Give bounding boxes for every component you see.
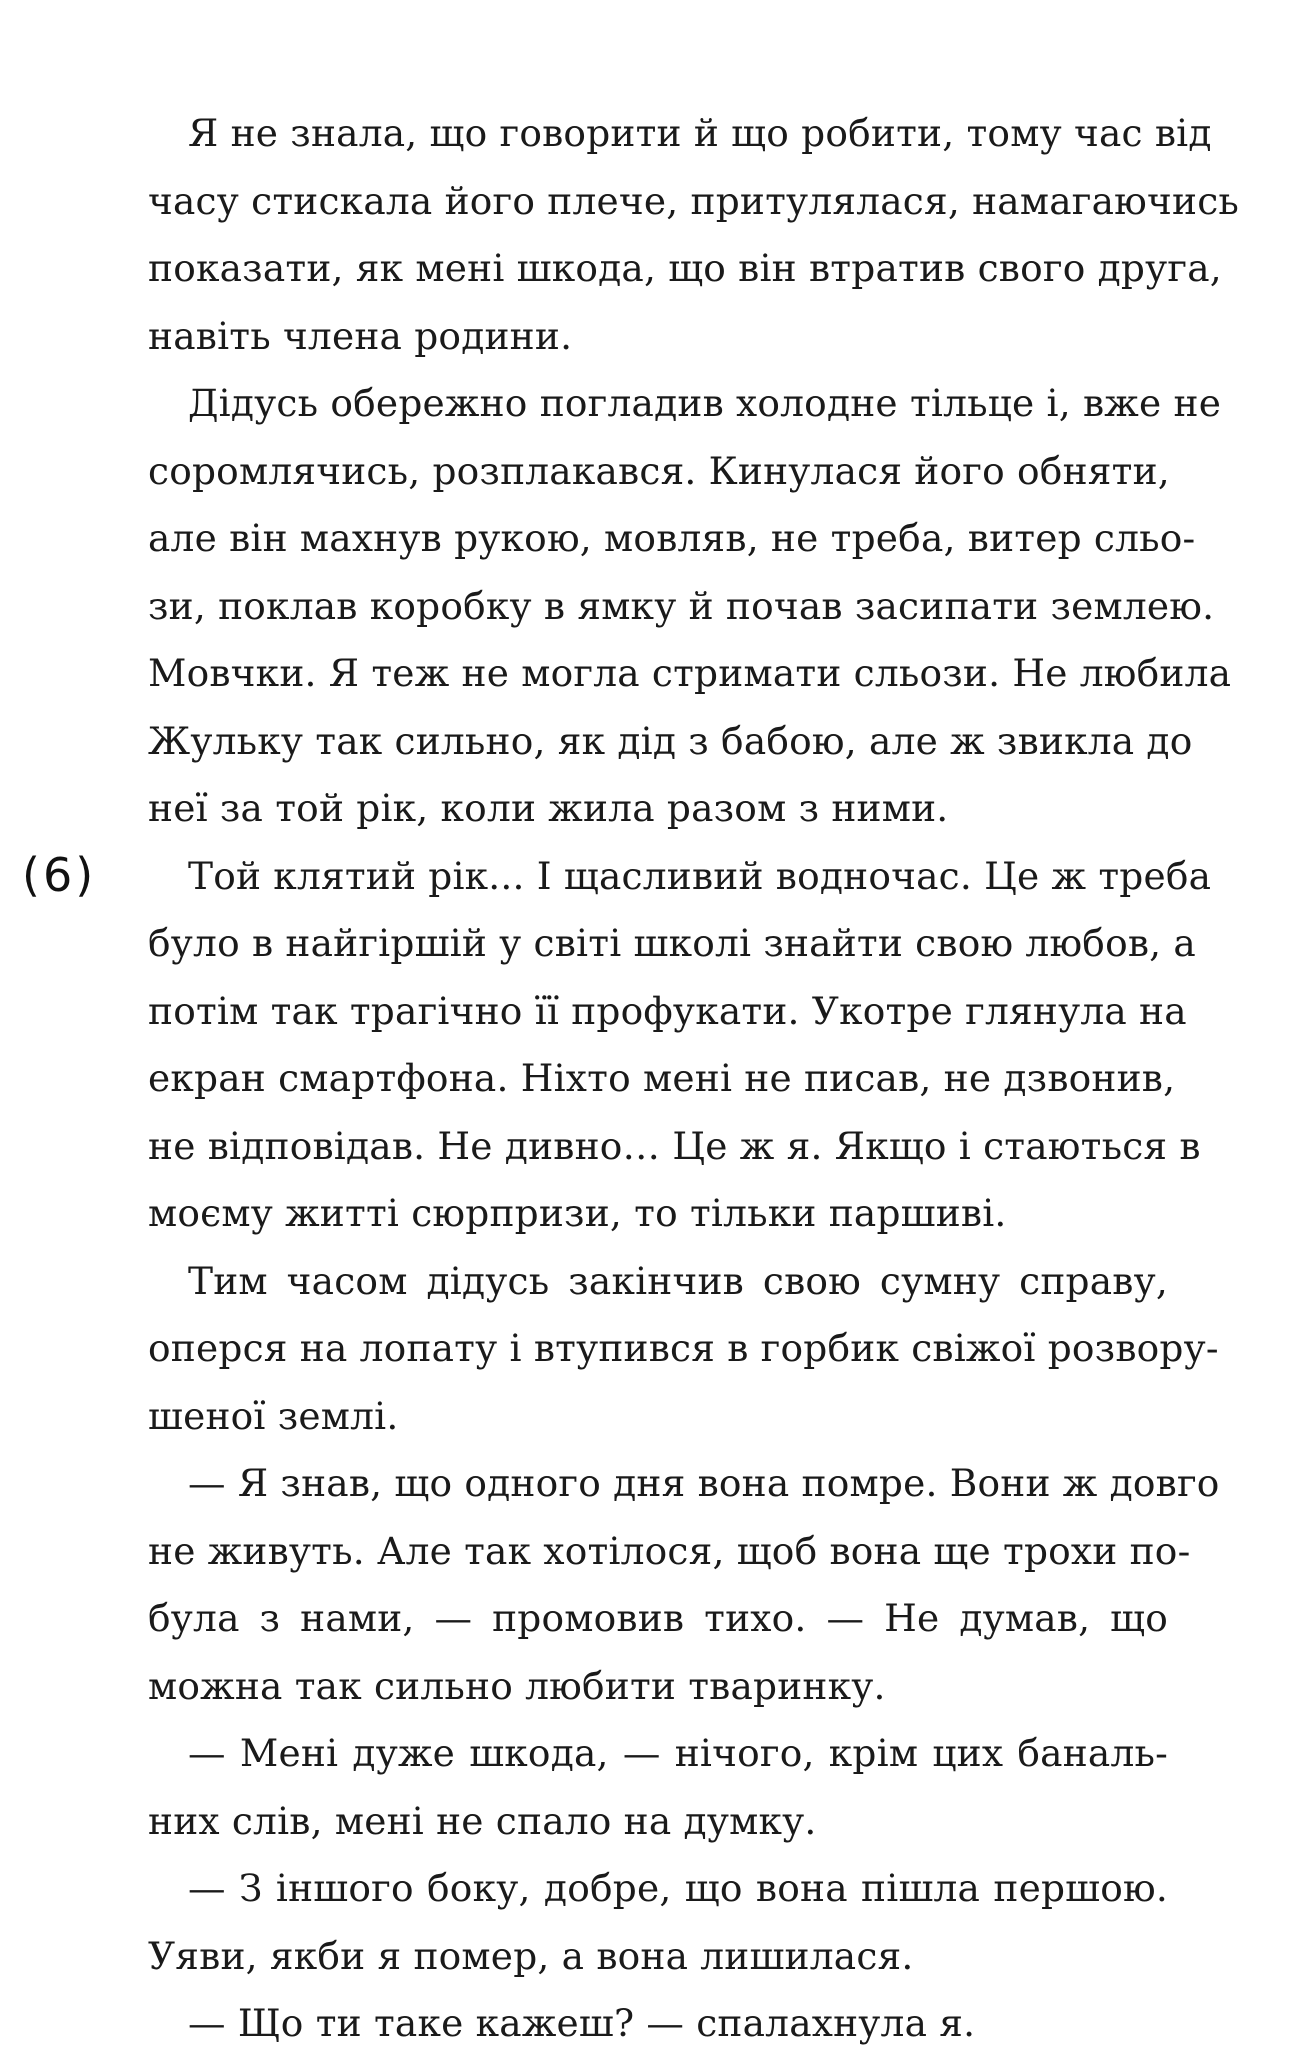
text-line: шеної землі. (148, 1393, 399, 1438)
text-line: Я не знала, що говорити й що робити, тому час від (188, 111, 1212, 155)
text-line: Той клятий рік... І щасливий водночас. Це ж треба (188, 853, 1212, 898)
text-line: оперся на лопату і втупився в горбик свіжої розвору- (148, 1326, 1219, 1370)
text-line: не відповідав. Не дивно… Це ж я. Якщо і стаються в (148, 1123, 1201, 1168)
text-line: потім так трагічно її профукати. Укотре глянула на (148, 988, 1187, 1033)
body-text (148, 100, 1240, 2058)
text-line: але він махнув рукою, мовляв, не треба, витер сльо- (148, 516, 1196, 560)
text-line: була з нами, — промовив тихо. — Не думав, що (148, 1596, 1168, 1640)
text-line: Тим часом дідусь закінчив свою сумну справу, (188, 1258, 1168, 1303)
text-line: моєму житті сюрпризи, то тільки паршиві. (148, 1191, 1007, 1235)
text-line: можна так сильно любити тваринку. (148, 1663, 886, 1708)
text-line: Жульку так сильно, як дід з бабою, але ж звикла до (148, 718, 1193, 763)
text-line: часу стискала його плече, притулялася, намагаючись (148, 178, 1240, 223)
text-line: них слів, мені не спало на думку. (148, 1798, 817, 1843)
text-line: Дідусь обережно погладив холодне тільце і, вже не (188, 381, 1222, 425)
text-line: — Я знав, що одного дня вона помре. Вони ж довго (188, 1461, 1220, 1505)
text-line: зи, поклав коробку в ямку й почав засипати землею. (148, 583, 1215, 628)
text-line: Уяви, якби я помер, а вона лишилася. (148, 1933, 914, 1978)
text-line: соромлячись, розплакався. Кинулася його обняти, (148, 448, 1170, 493)
text-line: — З іншого боку, добре, що вона пішла першою. (188, 1866, 1168, 1910)
text-line: було в найгіршій у світі школі знайти свою любов, а (148, 921, 1196, 965)
text-line: неї за той рік, коли жила разом з ними. (148, 786, 949, 830)
text-line: показати, як мені шкода, що він втратив свого друга, (148, 246, 1222, 290)
text-line: Мовчки. Я теж не могла стримати сльози. Не любила (148, 651, 1232, 695)
text-line: навіть члена родини. (148, 313, 573, 358)
text-line: екран смартфона. Ніхто мені не писав, не дзвонив, (148, 1056, 1176, 1100)
text-line: не живуть. Але так хотілося, щоб вона ще трохи по- (148, 1528, 1191, 1573)
page-number-marker: (6) (22, 848, 97, 902)
text-line: — Що ти таке кажеш? — спалахнула я. (188, 2001, 976, 2045)
text-line: — Мені дуже шкода, — нічого, крім цих баналь- (188, 1731, 1168, 1775)
